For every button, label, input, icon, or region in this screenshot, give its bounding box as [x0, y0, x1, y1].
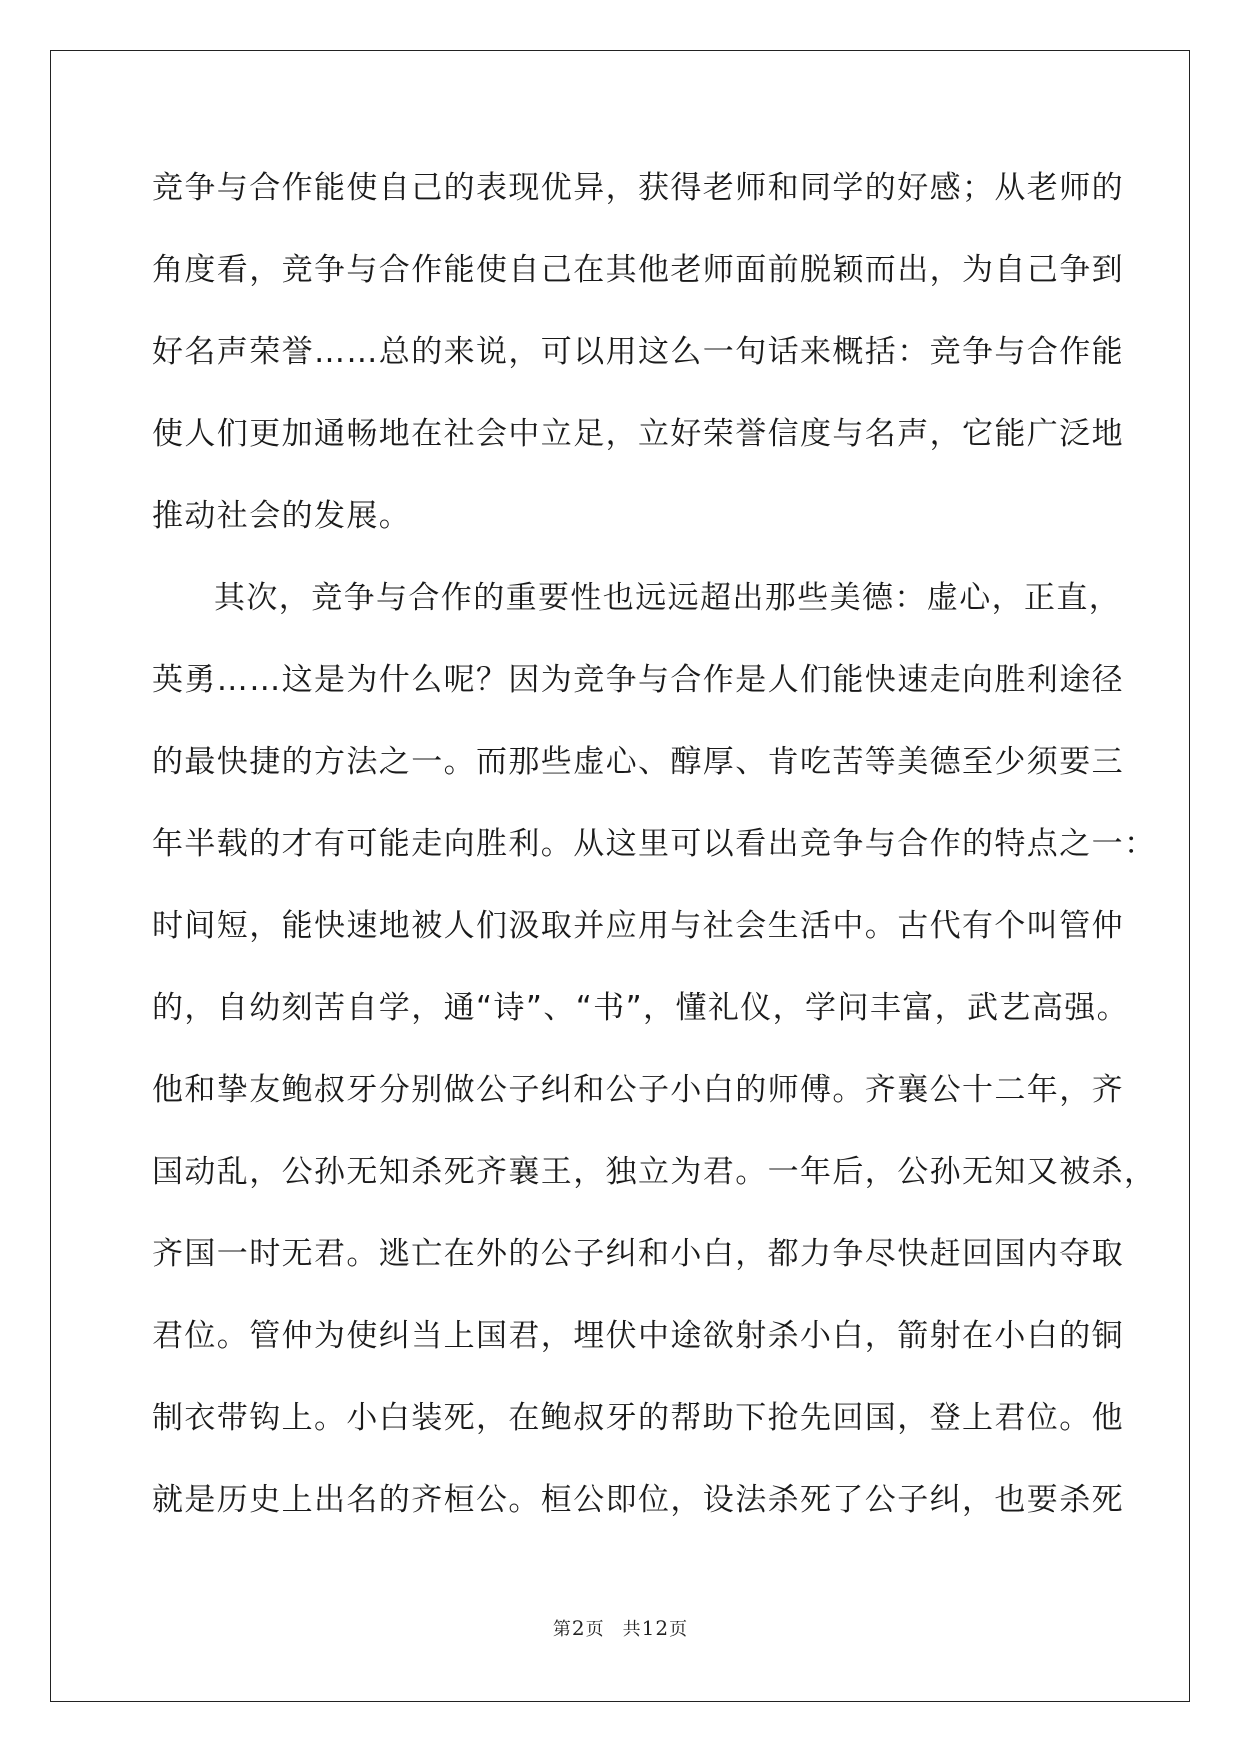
document-body — [152, 158, 1157, 1552]
text-line: 英勇……这是为什么呢？因为竞争与合作是人们能快速走向胜利途径 — [152, 662, 1124, 698]
text-line: 制衣带钩上。小白装死，在鲍叔牙的帮助下抢先回国，登上君位。他 — [152, 1400, 1124, 1436]
text-line: 齐国一时无君。逃亡在外的公子纠和小白，都力争尽快赶回国内夺取 — [152, 1236, 1124, 1272]
text-line: 好名声荣誉……总的来说，可以用这么一句话来概括：竞争与合作能 — [152, 334, 1124, 370]
text-line: 使人们更加通畅地在社会中立足，立好荣誉信度与名声，它能广泛地 — [152, 416, 1124, 452]
paragraph-first-line: 其次，竞争与合作的重要性也远远超出那些美德：虚心，正直， — [214, 580, 1122, 616]
text-line: 推动社会的发展。 — [152, 498, 412, 534]
text-line: 的，自幼刻苦自学，通“诗”、“书”，懂礼仪，学问丰富，武艺高强。 — [152, 990, 1130, 1026]
total-suffix: 页 — [669, 1619, 689, 1640]
page-number: 2 — [571, 1616, 586, 1640]
text-line: 时间短，能快速地被人们汲取并应用与社会生活中。古代有个叫管仲 — [152, 908, 1124, 944]
text-line: 他和挚友鲍叔牙分别做公子纠和公子小白的师傅。齐襄公十二年，齐 — [152, 1072, 1124, 1108]
total-pages: 12 — [641, 1616, 670, 1640]
text-line: 就是历史上出名的齐桓公。桓公即位，设法杀死了公子纠，也要杀死 — [152, 1482, 1124, 1518]
page-suffix: 页 — [585, 1619, 605, 1640]
text-line: 竞争与合作能使自己的表现优异，获得老师和同学的好感；从老师的 — [152, 170, 1124, 206]
text-line: 年半载的才有可能走向胜利。从这里可以看出竞争与合作的特点之一： — [152, 826, 1157, 862]
text-line: 的最快捷的方法之一。而那些虚心、醇厚、肯吃苦等美德至少须要三 — [152, 744, 1124, 780]
text-line: 国动乱，公孙无知杀死齐襄王，独立为君。一年后，公孙无知又被杀， — [152, 1154, 1157, 1190]
page-footer — [0, 1615, 1241, 1641]
page-prefix: 第 — [552, 1619, 572, 1640]
text-line: 君位。管仲为使纠当上国君，埋伏中途欲射杀小白，箭射在小白的铜 — [152, 1318, 1124, 1354]
text-line: 角度看，竞争与合作能使自己在其他老师面前脱颖而出，为自己争到 — [152, 252, 1124, 288]
total-prefix: 共 — [622, 1619, 642, 1640]
